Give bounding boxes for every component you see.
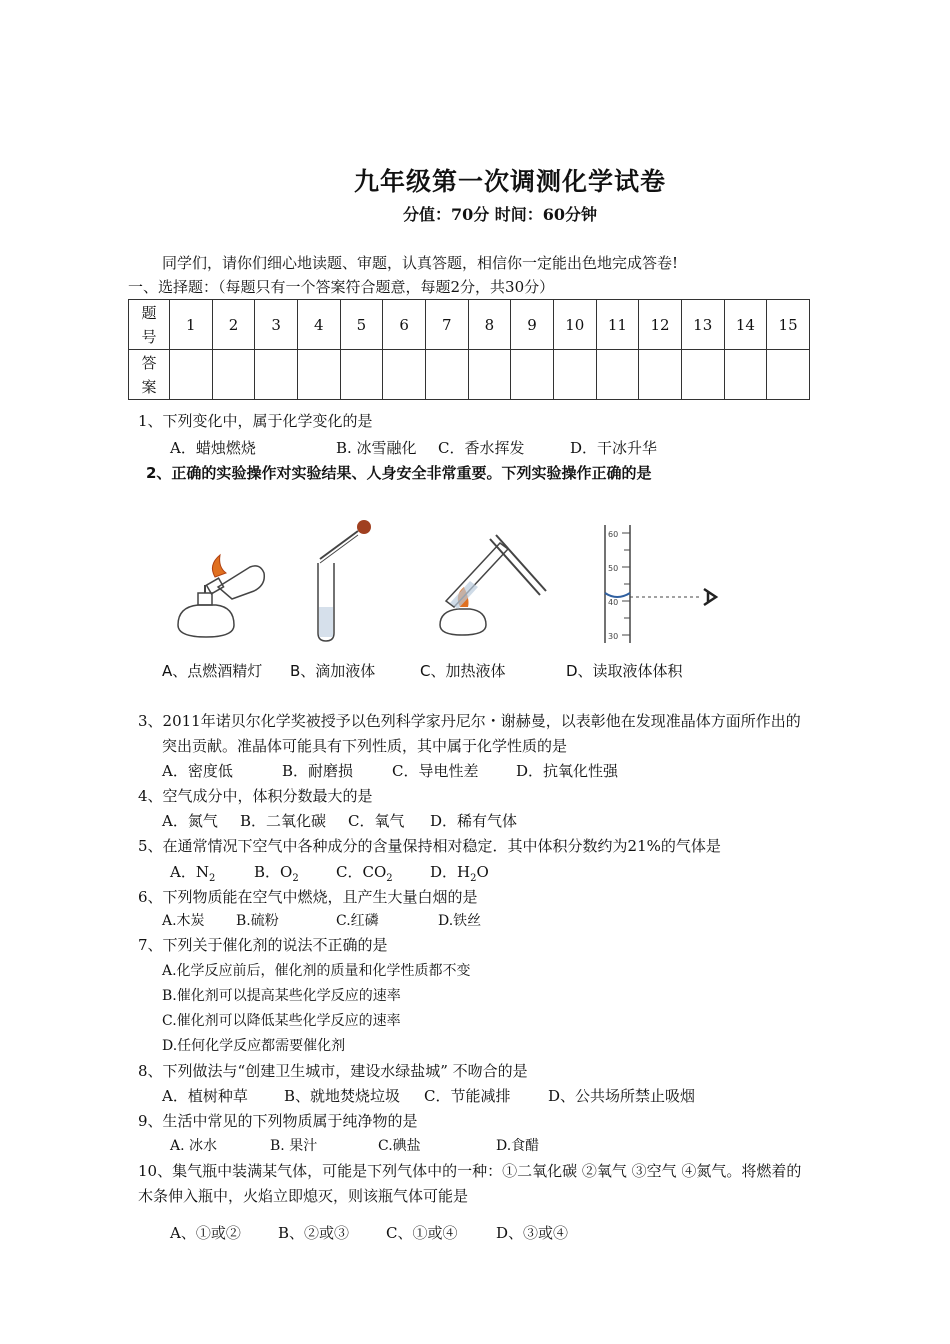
option: A．蜡烛燃烧 — [170, 439, 256, 457]
option: D、③或④ — [496, 1224, 569, 1242]
option: A.化学反应前后，催化剂的质量和化学性质都不变 — [162, 963, 471, 979]
answer-cell[interactable] — [724, 350, 767, 400]
question-number: 13 — [681, 300, 724, 350]
option: D．干冰升华 — [570, 439, 658, 457]
tick-label: 40 — [608, 598, 619, 607]
option: C．氧气 — [348, 812, 405, 830]
test-tube-dropper-icon — [318, 520, 371, 641]
row-label-number: 题 号 — [129, 300, 170, 350]
answer-cell[interactable] — [639, 350, 682, 400]
option: B. 冰雪融化 — [336, 439, 417, 457]
option: B.催化剂可以提高某些化学反应的速率 — [162, 988, 401, 1004]
option: D.食醋 — [496, 1138, 540, 1154]
option: B．$O_2$ — [254, 863, 299, 884]
answer-cell[interactable] — [212, 350, 255, 400]
option: A．植树种草 — [162, 1087, 248, 1105]
question-number: 9 — [511, 300, 554, 350]
option: C．$CO_2$ — [336, 863, 393, 884]
figure-label-d: D、读取液体体积 — [566, 662, 683, 680]
question-number: 6 — [383, 300, 426, 350]
option: D．$H_2O$ — [430, 863, 489, 884]
option: D．抗氧化性强 — [516, 762, 619, 780]
option: A．$N_2$ — [170, 863, 216, 884]
question-9-stem: 9、生活中常见的下列物质属于纯净物的是 — [138, 1112, 418, 1130]
option: D.任何化学反应都需要催化剂 — [162, 1038, 346, 1054]
answer-cell[interactable] — [383, 350, 426, 400]
alcohol-lamp-icon — [178, 555, 264, 637]
question-number: 3 — [255, 300, 298, 350]
option: C、①或④ — [386, 1224, 458, 1242]
table-row-answers — [129, 350, 810, 400]
answer-table — [128, 299, 810, 400]
question-number: 4 — [297, 300, 340, 350]
tick-label: 50 — [608, 564, 619, 573]
question-number: 8 — [468, 300, 511, 350]
answer-cell[interactable] — [170, 350, 213, 400]
question-7-stem: 7、下列关于催化剂的说法不正确的是 — [138, 936, 388, 954]
answer-cell[interactable] — [596, 350, 639, 400]
question-2-stem: 2、正确的实验操作对实验结果、人身安全非常重要。下列实验操作正确的是 — [146, 464, 652, 482]
heating-liquid-icon — [440, 535, 546, 635]
question-5-stem: 5、在通常情况下空气中各种成分的含量保持相对稳定．其中体积分数约为21%的气体是 — [138, 837, 721, 855]
question-number: 2 — [212, 300, 255, 350]
option: C.催化剂可以降低某些化学反应的速率 — [162, 1013, 401, 1029]
figure-label-c: C、加热液体 — [420, 662, 506, 680]
exam-subtitle: 分值：70分 时间：60分钟 — [402, 205, 598, 224]
question-3-stem-cont: 突出贡献。准晶体可能具有下列性质，其中属于化学性质的是 — [162, 737, 568, 755]
question-number: 5 — [340, 300, 383, 350]
answer-cell[interactable] — [511, 350, 554, 400]
option: A．密度低 — [162, 762, 233, 780]
intro-text: 同学们，请你们细心地读题、审题，认真答题，相信你一定能出色地完成答卷! — [162, 254, 679, 272]
figure-label-b: B、滴加液体 — [290, 662, 376, 680]
option: D、公共场所禁止吸烟 — [548, 1087, 696, 1105]
option: A．氮气 — [162, 812, 218, 830]
option: D．稀有气体 — [430, 812, 518, 830]
question-number: 15 — [767, 300, 810, 350]
question-number: 12 — [639, 300, 682, 350]
question-10-stem: 10、集气瓶中装满某气体，可能是下列气体中的一种：①二氧化碳 ②氧气 ③空气 ④氮气。将燃着的 — [138, 1162, 802, 1180]
option: C.红磷 — [336, 913, 379, 929]
tick-label: 30 — [608, 632, 619, 641]
answer-cell[interactable] — [255, 350, 298, 400]
answer-cell[interactable] — [297, 350, 340, 400]
question-6-stem: 6、下列物质能在空气中燃烧，且产生大量白烟的是 — [138, 888, 478, 906]
graduated-cylinder-icon — [605, 525, 716, 643]
tick-label: 60 — [608, 530, 619, 539]
question-10-stem-cont: 木条伸入瓶中，火焰立即熄灭，则该瓶气体可能是 — [138, 1187, 469, 1205]
question-number: 11 — [596, 300, 639, 350]
row-label-answer: 答 案 — [129, 350, 170, 400]
option: B、②或③ — [278, 1224, 350, 1242]
question-number: 14 — [724, 300, 767, 350]
option: C．节能减排 — [424, 1087, 511, 1105]
answer-cell[interactable] — [425, 350, 468, 400]
table-row-numbers — [129, 300, 810, 350]
lab-operations-figure — [160, 515, 740, 660]
answer-cell[interactable] — [468, 350, 511, 400]
answer-cell[interactable] — [340, 350, 383, 400]
answer-cell[interactable] — [767, 350, 810, 400]
option: D.铁丝 — [438, 913, 482, 929]
question-3-stem: 3、2011年诺贝尔化学奖被授予以色列科学家丹尼尔・谢赫曼，以表彰他在发现准晶体方面所作出的 — [138, 712, 801, 730]
option: C．香水挥发 — [438, 439, 525, 457]
answer-cell[interactable] — [553, 350, 596, 400]
question-1-stem: 1、下列变化中，属于化学变化的是 — [138, 412, 373, 430]
question-number: 1 — [170, 300, 213, 350]
question-number: 7 — [425, 300, 468, 350]
section-heading: 一、选择题：（每题只有一个答案符合题意，每题2分，共30分） — [128, 278, 555, 296]
option: A、①或② — [170, 1224, 241, 1242]
question-4-stem: 4、空气成分中，体积分数最大的是 — [138, 787, 373, 805]
question-8-stem: 8、下列做法与“创建卫生城市，建设水绿盐城” 不吻合的是 — [138, 1062, 528, 1080]
question-number: 10 — [553, 300, 596, 350]
option: A. 冰水 — [170, 1138, 218, 1154]
option: A.木炭 — [162, 913, 205, 929]
option: B.硫粉 — [236, 913, 279, 929]
option: B．耐磨损 — [282, 762, 354, 780]
option: B. 果汁 — [270, 1138, 318, 1154]
figure-label-a: A、点燃酒精灯 — [162, 662, 263, 680]
option: B．二氧化碳 — [240, 812, 327, 830]
option: C．导电性差 — [392, 762, 479, 780]
answer-cell[interactable] — [681, 350, 724, 400]
option: B、就地焚烧垃圾 — [284, 1087, 401, 1105]
exam-title: 九年级第一次调测化学试卷 — [353, 167, 666, 196]
option: C.碘盐 — [378, 1138, 421, 1154]
